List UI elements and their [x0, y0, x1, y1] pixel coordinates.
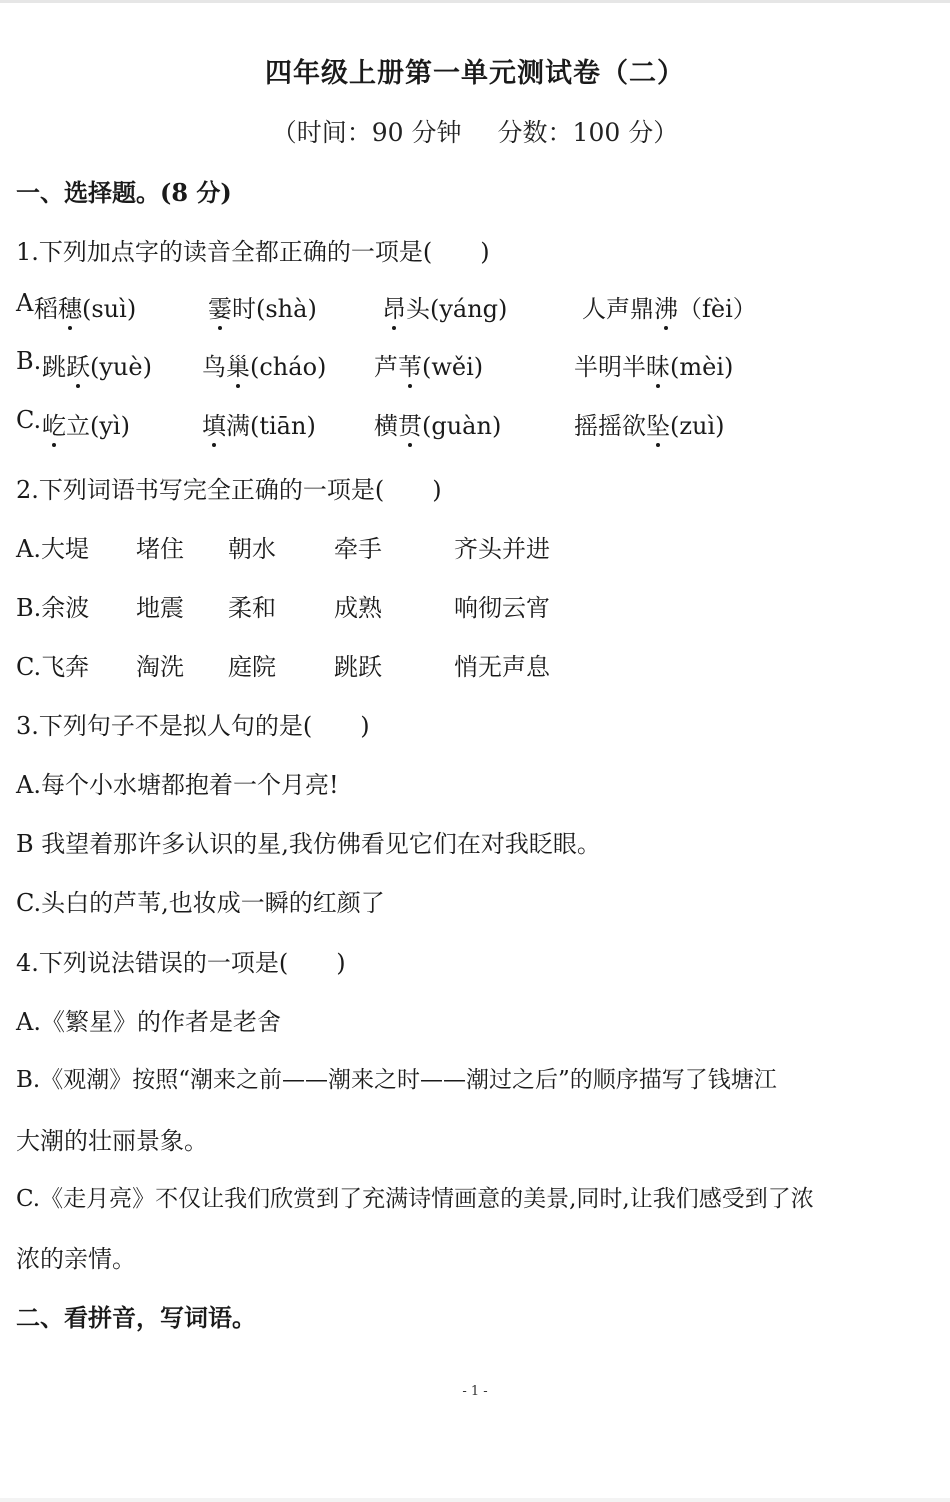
word-cell: 齐头并进: [454, 535, 550, 563]
section-1-heading: 一、选择题。(8 分): [16, 178, 232, 207]
word-cell: C.飞奔: [16, 653, 90, 681]
q1-a-item-3: 昂头(yáng): [382, 295, 508, 323]
q1-a-label: A: [16, 289, 34, 317]
word-cell: 地震: [136, 594, 184, 622]
emphasis-dot-char: 跃: [66, 353, 90, 381]
page-number: - 1 -: [462, 1384, 488, 1399]
page-title: 四年级上册第一单元测试卷（二）: [265, 58, 685, 89]
q1-stem: 1.下列加点字的读音全都正确的一项是( ): [16, 238, 490, 266]
exam-score: 分数：100 分）: [497, 118, 679, 147]
emphasis-dot-char: 苇: [398, 353, 422, 381]
q4-option-b-cont: 大潮的壮丽景象。: [16, 1127, 208, 1155]
q1-c-label: C.: [16, 406, 42, 434]
word-cell: 堵住: [136, 535, 184, 563]
word-cell: 柔和: [228, 594, 276, 622]
q4-option-b: B.《观潮》按照“潮来之前——潮来之时——潮过之后”的顺序描写了钱塘江: [16, 1067, 777, 1093]
q1-b-label: B.: [16, 347, 42, 375]
q1-a-item-1: 稻穗(suì): [34, 295, 137, 323]
q1-b-item-3: 芦苇(wěi): [374, 353, 484, 381]
q4-stem: 4.下列说法错误的一项是( ): [16, 949, 346, 977]
q1-a-item-2: 霎时(shà): [208, 295, 317, 323]
emphasis-dot-char: 屹: [42, 412, 66, 440]
word-cell: A.大堤: [16, 535, 89, 563]
word-cell: 淘洗: [136, 653, 184, 681]
q2-option-c: [16, 647, 946, 679]
word-cell: 庭院: [228, 653, 276, 681]
word-cell: 朝水: [228, 535, 276, 563]
word-cell: B.余波: [16, 594, 90, 622]
q2-option-b: [16, 588, 946, 620]
q1-b-item-1: 跳跃(yuè): [42, 353, 152, 381]
q3-option-a: A.每个小水塘都抱着一个月亮!: [16, 771, 339, 799]
exam-time: （时间：90 分钟: [271, 118, 462, 147]
emphasis-dot-char: 穗: [58, 295, 82, 323]
emphasis-dot-char: 霎: [208, 295, 232, 323]
emphasis-dot-char: 昧: [646, 353, 670, 381]
emphasis-dot-char: 巢: [226, 353, 250, 381]
q3-option-c: C.头白的芦苇,也妆成一瞬的红颜了: [16, 889, 385, 917]
q1-option-a: [16, 289, 946, 321]
word-cell: 响彻云宵: [454, 594, 550, 622]
emphasis-dot-char: 贯: [398, 412, 422, 440]
q1-b-item-4: 半明半昧(mèi): [574, 353, 734, 381]
q1-c-item-1: 屹立(yì): [42, 412, 130, 440]
word-cell: 悄无声息: [454, 653, 550, 681]
q4-option-c: C.《走月亮》不仅让我们欣赏到了充满诗情画意的美景,同时,让我们感受到了浓: [16, 1186, 814, 1212]
q3-option-b: B 我望着那许多认识的星,我仿佛看见它们在对我眨眼。: [16, 830, 601, 858]
word-cell: 成熟: [334, 594, 382, 622]
q4-option-c-cont: 浓的亲情。: [16, 1245, 136, 1273]
q1-c-item-3: 横贯(guàn): [374, 412, 502, 440]
word-cell: 跳跃: [334, 653, 382, 681]
section-2-heading: 二、看拼音，写词语。: [16, 1303, 256, 1332]
emphasis-dot-char: 填: [202, 412, 226, 440]
q2-option-a: [16, 529, 946, 561]
emphasis-dot-char: 昂: [382, 295, 406, 323]
q2-stem: 2.下列词语书写完全正确的一项是( ): [16, 476, 442, 504]
q1-c-item-2: 填满(tiān): [202, 412, 316, 440]
emphasis-dot-char: 坠: [646, 412, 670, 440]
q1-option-c: [16, 406, 946, 438]
q1-option-b: [16, 347, 946, 379]
q4-option-a: A.《繁星》的作者是老舍: [16, 1008, 281, 1036]
emphasis-dot-char: 沸: [654, 295, 678, 323]
q3-stem: 3.下列句子不是拟人句的是( ): [16, 712, 370, 740]
exam-info: [0, 113, 950, 149]
q1-c-item-4: 摇摇欲坠(zuì): [574, 412, 725, 440]
q1-a-item-4: 人声鼎沸（fèi）: [582, 295, 757, 323]
word-cell: 牵手: [334, 535, 382, 563]
q1-b-item-2: 鸟巢(cháo): [202, 353, 327, 381]
